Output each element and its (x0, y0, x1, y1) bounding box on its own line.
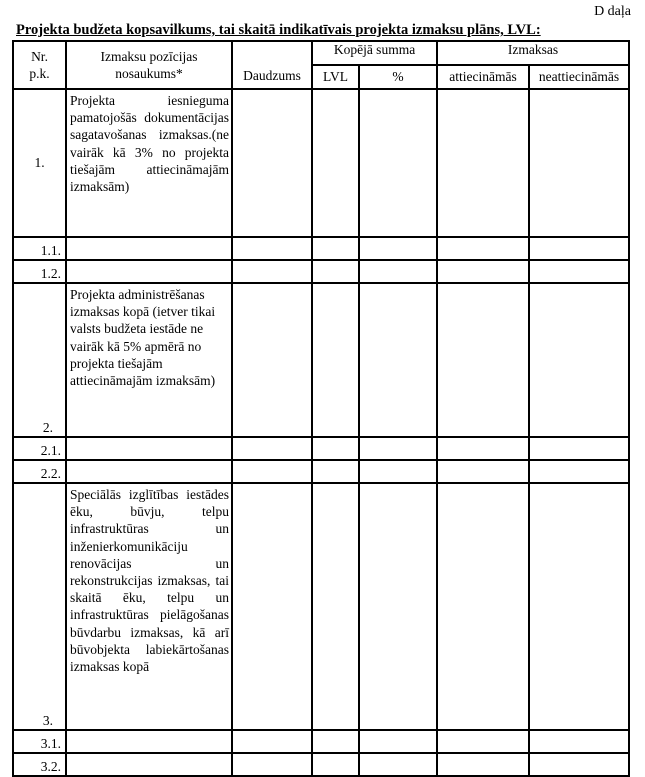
cell-ineligible (529, 283, 629, 437)
header-qty: Daudzums (232, 41, 312, 89)
table-row (13, 89, 629, 237)
row-nr: 3.1. (13, 730, 66, 753)
cell-qty (232, 460, 312, 483)
cell-eligible (437, 460, 529, 483)
cell-ineligible (529, 260, 629, 283)
cell-pct (359, 437, 437, 460)
cell-qty (232, 753, 312, 776)
cell-lvl (312, 437, 359, 460)
cell-lvl (312, 237, 359, 260)
table-row (13, 237, 629, 260)
row-nr: 2.1. (13, 437, 66, 460)
cell-qty (232, 437, 312, 460)
cell-ineligible (529, 237, 629, 260)
row-nr: 2.2. (13, 460, 66, 483)
cell-pct (359, 753, 437, 776)
header-name: Izmaksu pozīcijas nosaukums* (66, 41, 232, 89)
row-text: Projekta iesnieguma pamatojošās dokumentācijas sagatavošanas izmaksas.(ne vairāk kā 3% no projekta tiešajām attiecināmajām izmaksām) (66, 89, 232, 237)
header-pct: % (359, 65, 437, 89)
cell-ineligible (529, 730, 629, 753)
table-row (13, 730, 629, 753)
row-nr: 1.1. (13, 237, 66, 260)
row-text (66, 237, 232, 260)
part-label: D daļa (594, 4, 631, 19)
cell-eligible (437, 437, 529, 460)
cell-qty (232, 283, 312, 437)
cell-qty (232, 237, 312, 260)
cell-qty (232, 730, 312, 753)
header-total: Kopējā summa (312, 41, 437, 65)
table-row (13, 283, 629, 437)
cell-qty (232, 260, 312, 283)
page-title: Projekta budžeta kopsavilkums, tai skaitā indikatīvais projekta izmaksu plāns, LVL: (16, 22, 541, 38)
cell-lvl (312, 753, 359, 776)
cell-lvl (312, 283, 359, 437)
cell-eligible (437, 89, 529, 237)
cell-lvl (312, 483, 359, 730)
cell-qty (232, 89, 312, 237)
header-costs: Izmaksas (437, 41, 629, 65)
cell-pct (359, 483, 437, 730)
cell-lvl (312, 730, 359, 753)
cell-ineligible (529, 460, 629, 483)
row-nr: 1. (13, 89, 66, 237)
cell-pct (359, 260, 437, 283)
cell-ineligible (529, 89, 629, 237)
table-row (13, 260, 629, 283)
row-text (66, 753, 232, 776)
table-row (13, 460, 629, 483)
row-text: Projekta administrēšanas izmaksas kopā (ietver tikai valsts budžeta iestāde ne vairāk kā 5% apmērā no projekta tiešajām attiecināmajām izmaksām) (66, 283, 232, 437)
budget-table (12, 40, 630, 777)
cell-lvl (312, 89, 359, 237)
cell-pct (359, 89, 437, 237)
row-text (66, 260, 232, 283)
table-row (13, 483, 629, 730)
cell-eligible (437, 753, 529, 776)
cell-ineligible (529, 483, 629, 730)
row-text (66, 730, 232, 753)
cell-eligible (437, 260, 529, 283)
table-row (13, 753, 629, 776)
header-nr: Nr. p.k. (13, 41, 66, 89)
cell-pct (359, 730, 437, 753)
cell-ineligible (529, 437, 629, 460)
cell-eligible (437, 283, 529, 437)
cell-pct (359, 237, 437, 260)
cell-pct (359, 460, 437, 483)
header-ineligible: neattiecināmās (529, 65, 629, 89)
cell-lvl (312, 460, 359, 483)
row-nr: 1.2. (13, 260, 66, 283)
header-eligible: attiecināmās (437, 65, 529, 89)
cell-lvl (312, 260, 359, 283)
cell-eligible (437, 483, 529, 730)
cell-eligible (437, 730, 529, 753)
header-lvl: LVL (312, 65, 359, 89)
cell-pct (359, 283, 437, 437)
row-text (66, 437, 232, 460)
cell-eligible (437, 237, 529, 260)
row-text: Speciālās izglītības iestādes ēku, būvju, telpu infrastruktūras un inženierkomunikāciju renovācijas un rekonstrukcijas izmaksas, tai skaitā ēku, telpu un infrastruktūras pielāgošanas būvdarbu izmaksas, kā arī būvobjekta labiekārtošanas izmaksas kopā (66, 483, 232, 730)
cell-ineligible (529, 753, 629, 776)
cell-qty (232, 483, 312, 730)
row-nr: 3.2. (13, 753, 66, 776)
row-nr: 3. (13, 483, 66, 730)
row-text (66, 460, 232, 483)
table-row (13, 437, 629, 460)
row-nr: 2. (13, 283, 66, 437)
